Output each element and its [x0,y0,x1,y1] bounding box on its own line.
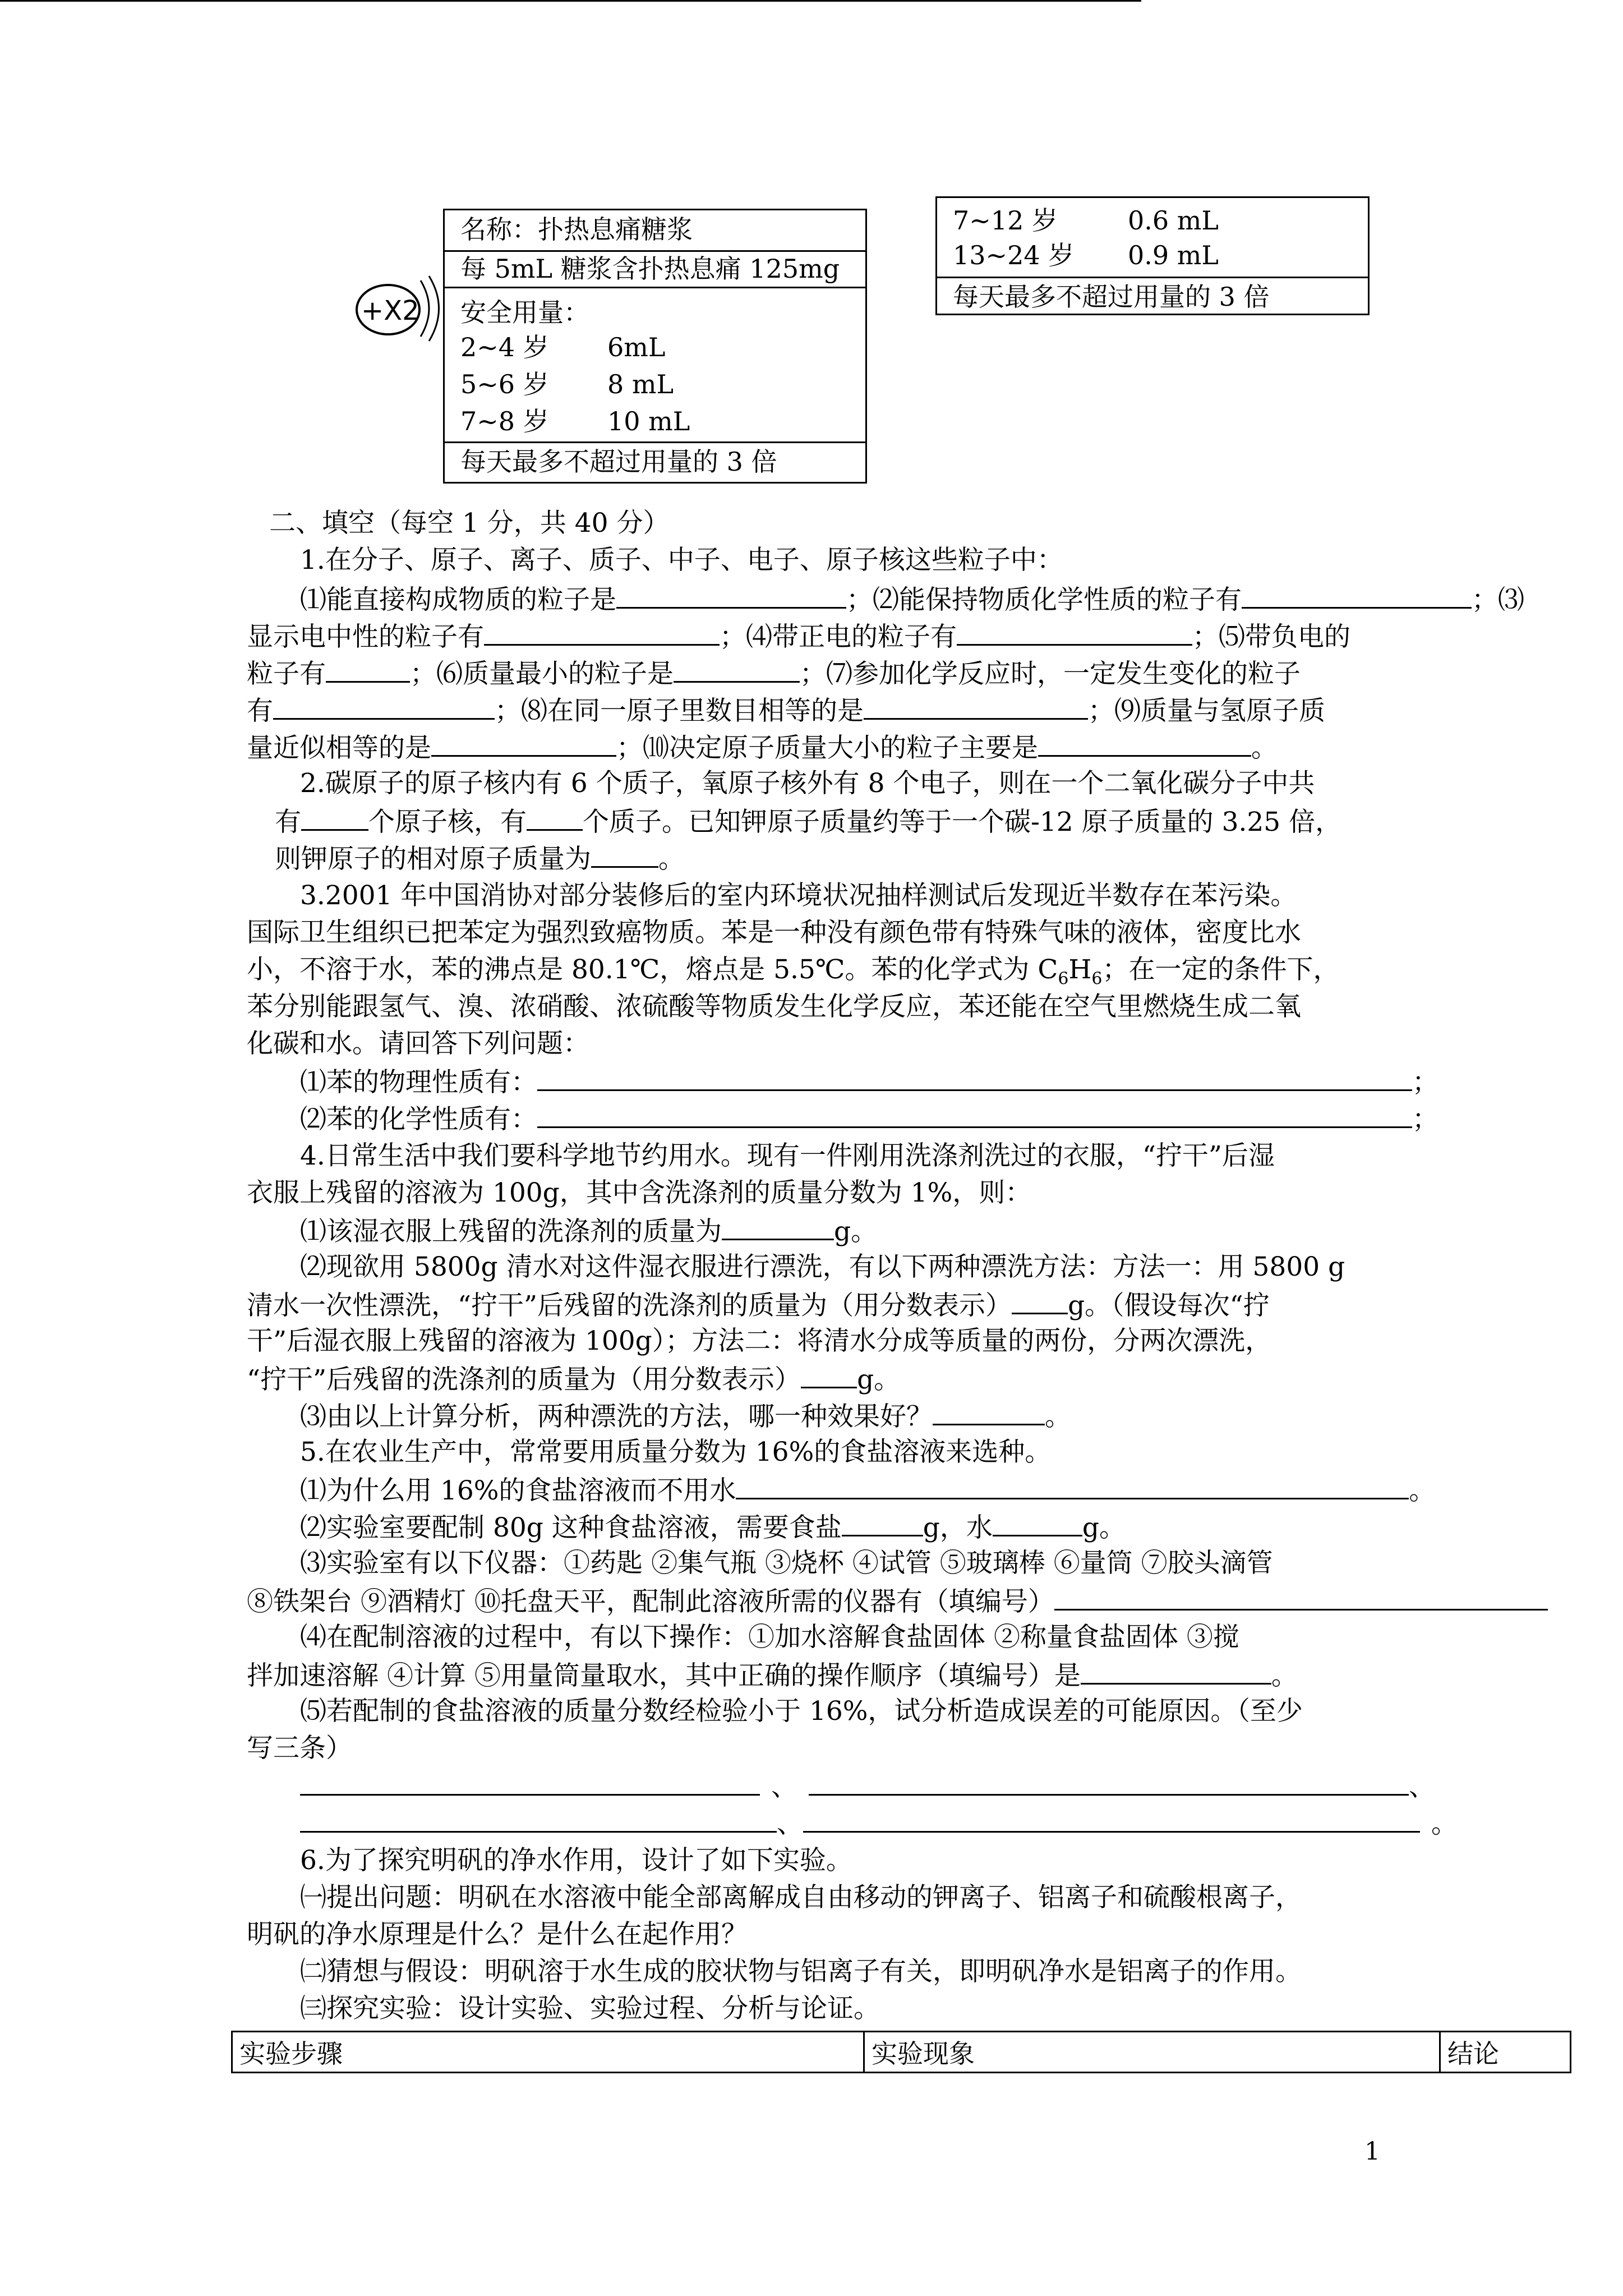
dose-amount: 0.9 mL [1128,240,1219,270]
blank[interactable] [957,617,1192,646]
q3-sub1: ⑴苯的物理性质有： ； [300,1062,1438,1101]
blank[interactable] [864,691,1088,720]
table-header-row [232,2032,1571,2073]
q2-line3: 则钾原子的相对原子质量为 。 [275,839,685,878]
blank[interactable] [300,1804,777,1833]
medicine-label-left [443,209,867,484]
q6-line5: ㈢探究实验：设计实验、实验过程、分析与论证。 [300,1993,880,2024]
blank[interactable] [1242,580,1472,609]
blank[interactable] [431,728,616,757]
q3-line1: 3.2001 年中国消协对部分装修后的室内环境状况抽样测试后发现近半数存在苯污染。 [300,880,1297,911]
experiment-table [231,2031,1571,2073]
dose-limit: 每天最多不超过用量的 3 倍 [953,282,1270,312]
q1-line1: ⑴能直接构成物质的粒子是 ；⑵能保持物质化学性质的粒子有 ；⑶ [300,580,1524,619]
q1-line4: 有 ；⑻在同一原子里数目相等的是 ；⑼质量与氢原子质 [247,691,1325,730]
blank[interactable] [537,1099,1412,1128]
q6-line1: 6.为了探究明矾的净水作用，设计了如下实验。 [300,1845,852,1876]
q5-sub3: ⑶实验室有以下仪器：①药匙 ②集气瓶 ③烧杯 ④试管 ⑤玻璃棒 ⑥量筒 ⑦胶头滴管 [300,1548,1273,1579]
dose-limit: 每天最多不超过用量的 3 倍 [460,447,777,477]
q3-line5: 化碳和水。请回答下列问题： [247,1028,589,1059]
dose-amount: 6mL [607,332,666,362]
q4-sub2: ⑵现欲用 5800g 清水对这件湿衣服进行漂洗，有以下两种漂洗方法：方法一：用 5800 g [300,1251,1345,1282]
q3-sub2: ⑵苯的化学性质有： ； [300,1099,1438,1138]
label-name: 名称：扑热息痛糖浆 [460,214,693,245]
dose-amount: 8 mL [607,369,674,399]
q1-line2: 显示电中性的粒子有 ；⑷带正电的粒子有 ；⑸带负电的 [247,617,1350,656]
blank[interactable] [736,1471,1409,1499]
q5-sub7: ⑸若配制的食盐溶液的质量分数经检验小于 16%，试分析造成误差的可能原因。（至少 [300,1696,1303,1727]
blank[interactable] [301,802,368,831]
dose-amount: 10 mL [607,406,690,436]
blank[interactable] [591,839,658,868]
q5-answers2: 、 。 [300,1804,1458,1843]
dose-age: 5~6 岁 [460,369,549,399]
q4-line1: 4.日常生活中我们要科学地节约用水。现有一件刚用洗涤剂洗过的衣服，“拧干”后湿 [300,1140,1275,1171]
header-rule [0,0,1141,2]
dose-age: 7~8 岁 [460,406,549,436]
blank[interactable] [809,1767,1409,1796]
q6-line4: ㈡猜想与假设：明矾溶于水生成的胶状物与铝离子有关，即明矾净水是铝离子的作用。 [300,1956,1302,1987]
blank[interactable] [527,802,583,831]
q4-sub4: 干”后湿衣服上残留的溶液为 100g）；方法二：将清水分成等质量的两份，分两次漂洗， [247,1326,1272,1356]
q4-sub1: ⑴该湿衣服上残留的洗涤剂的质量为 g。 [300,1212,877,1250]
label-content: 每 5mL 糖浆含扑热息痛 125mg [460,254,840,284]
q1-stem: 1.在分子、原子、离子、质子、中子、电子、原子核这些粒子中： [300,545,1063,576]
q2-line2: 有 个原子核，有 个质子。已知钾原子质量约等于一个碳-12 原子质量的 3.25 倍， [275,802,1341,841]
dose-amount: 0.6 mL [1128,205,1219,236]
blank[interactable] [1081,1656,1271,1685]
q6-line3: 明矾的净水原理是什么？是什么在起作用？ [247,1919,748,1950]
blank[interactable] [1038,728,1251,757]
q5-sub2: ⑵实验室要配制 80g 这种食盐溶液，需要食盐 g，水 g。 [300,1508,1126,1547]
q5-sub6: 拌加速溶解 ④计算 ⑤用量筒量取水，其中正确的操作顺序（填编号）是 。 [247,1656,1298,1695]
q5-answers1: 、 、 [300,1767,1435,1806]
q1-line5: 量近似相等的是 ；⑽决定原子质量大小的粒子主要是 。 [247,728,1278,767]
q3-line2: 国际卫生组织已把苯定为强烈致癌物质。苯是一种没有颜色带有特殊气味的液体，密度比水 [247,917,1301,948]
q5-line1: 5.在农业生产中，常常要用质量分数为 16%的食盐溶液来选种。 [300,1437,1052,1467]
medicine-label-right [935,196,1370,315]
q4-sub5: “拧干”后残留的洗涤剂的质量为（用分数表示） g。 [247,1360,900,1398]
blank[interactable] [803,1804,1420,1833]
q6-line2: ㈠提出问题：明矾在水溶液中能全部离解成自由移动的钾离子、铝离子和硫酸根离子， [300,1882,1302,1913]
logo-text: +X2 [361,295,419,326]
blank[interactable] [722,1212,834,1240]
page-number: 1 [1364,2137,1380,2166]
dose-title: 安全用量： [460,297,589,328]
q3-line3: 小，不溶于水，苯的沸点是 80.1℃，熔点是 5.5℃。苯的化学式为 $C_6H_6$；在一定的条件下， [247,954,1340,989]
blank[interactable] [537,1062,1412,1091]
blank[interactable] [300,1767,760,1796]
blank[interactable] [484,617,720,646]
dose-age: 13~24 岁 [953,240,1075,270]
q4-sub6: ⑶由以上计算分析，两种漂洗的方法，哪一种效果好？ 。 [300,1397,1071,1435]
q4-sub3: 清水一次性漂洗，“拧干”后残留的洗涤剂的质量为（用分数表示） g。（假设每次“拧 [247,1286,1270,1324]
q5-sub1: ⑴为什么用 16%的食盐溶液而不用水 。 [300,1471,1435,1510]
blank[interactable] [674,654,800,683]
q5-sub8: 写三条） [247,1733,352,1764]
q2-line1: 2.碳原子的原子核内有 6 个质子，氧原子核外有 8 个电子，则在一个二氧化碳分子中共 [300,768,1315,799]
q4-line2: 衣服上残留的溶液为 100g，其中含洗涤剂的质量分数为 1%，则： [247,1177,1032,1208]
table-header-conclusion: 结论 [1440,2032,1571,2073]
dose-age: 7~12 岁 [953,205,1058,236]
blank[interactable] [801,1360,857,1388]
blank[interactable] [842,1508,923,1536]
blank[interactable] [933,1397,1045,1425]
section-title: 二、填空（每空 1 分，共 40 分） [269,508,670,539]
blank[interactable] [1054,1582,1548,1611]
table-header-phenomena: 实验现象 [864,2032,1440,2073]
blank[interactable] [326,654,410,683]
blank[interactable] [1012,1286,1068,1314]
blank[interactable] [273,691,495,720]
q5-sub5: ⑷在配制溶液的过程中，有以下操作：①加水溶解食盐固体 ②称量食盐固体 ③搅 [300,1622,1239,1653]
dose-age: 2~4 岁 [460,332,549,362]
q5-sub4: ⑧铁架台 ⑨酒精灯 ⑩托盘天平，配制此溶液所需的仪器有（填编号） [247,1582,1548,1621]
q1-line3: 粒子有 ；⑹质量最小的粒子是 ；⑺参加化学反应时，一定发生变化的粒子 [247,654,1301,693]
table-header-steps: 实验步骤 [232,2032,864,2073]
blank[interactable] [616,580,846,609]
blank[interactable] [993,1508,1082,1536]
q3-line4: 苯分别能跟氢气、溴、浓硝酸、浓硫酸等物质发生化学反应，苯还能在空气里燃烧生成二氧 [247,991,1301,1022]
